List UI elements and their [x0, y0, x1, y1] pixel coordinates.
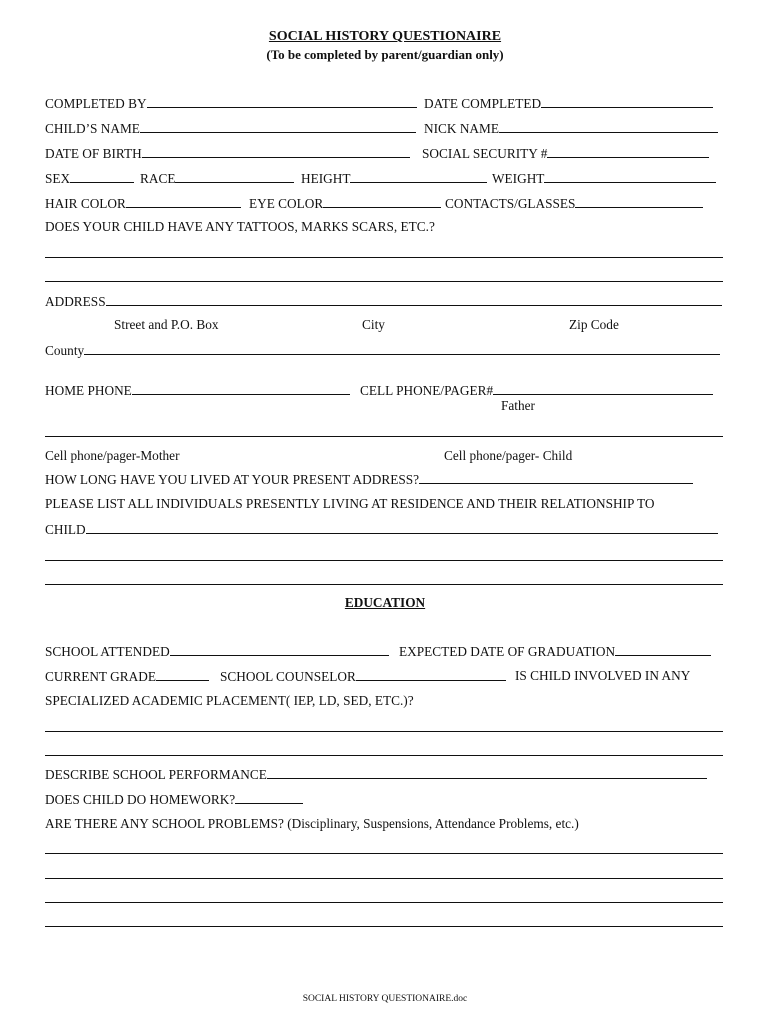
home-phone-field[interactable] [132, 382, 350, 395]
father-caption: Father [501, 398, 535, 413]
row-appearance [45, 195, 725, 213]
phones-line[interactable] [45, 436, 723, 437]
expected-graduation-label: EXPECTED DATE OF GRADUATION [399, 644, 616, 659]
eye-color-label: EYE COLOR [249, 196, 324, 211]
specialized-line-1[interactable] [45, 731, 723, 732]
county-label: County [45, 343, 85, 358]
contacts-glasses-label: CONTACTS/GLASSES [445, 196, 576, 211]
date-of-birth-label: DATE OF BIRTH [45, 146, 142, 161]
height-label: HEIGHT [301, 171, 351, 186]
street-caption: Street and P.O. Box [114, 317, 219, 332]
nick-name-label: NICK NAME [424, 121, 499, 136]
residents-line-2[interactable] [45, 584, 723, 585]
problems-line-1[interactable] [45, 853, 723, 854]
race-field[interactable] [175, 170, 294, 183]
city-caption: City [362, 317, 385, 332]
cell-phone-pager-field[interactable] [493, 382, 713, 395]
child-label: CHILD [45, 522, 86, 537]
date-of-birth-field[interactable] [142, 145, 410, 158]
school-counselor-field[interactable] [356, 668, 506, 681]
expected-graduation-field[interactable] [615, 643, 711, 656]
row-grade [45, 668, 725, 686]
how-long-field[interactable] [419, 471, 693, 484]
completed-by-label: COMPLETED BY [45, 96, 147, 111]
school-attended-label: SCHOOL ATTENDED [45, 644, 170, 659]
school-problems-text: ARE THERE ANY SCHOOL PROBLEMS? (Disciplinary, Suspensions, Attendance Problems, etc.) [45, 816, 579, 831]
footer-filename: SOCIAL HISTORY QUESTIONAIRE.doc [302, 994, 468, 1004]
weight-field[interactable] [544, 170, 716, 183]
problems-line-3[interactable] [45, 902, 723, 903]
row-how-long [45, 471, 725, 489]
cell-mother-caption: Cell phone/pager-Mother [45, 448, 180, 463]
problems-line-4[interactable] [45, 926, 723, 927]
residents-line-1[interactable] [45, 560, 723, 561]
describe-performance-label: DESCRIBE SCHOOL PERFORMANCE [45, 767, 267, 782]
homework-field[interactable] [235, 791, 303, 804]
document-title: SOCIAL HISTORY QUESTIONAIRE [268, 29, 502, 44]
social-security-field[interactable] [547, 145, 709, 158]
row-physical [45, 170, 725, 188]
document-subtitle: (To be completed by parent/guardian only) [266, 47, 504, 62]
school-attended-field[interactable] [170, 643, 389, 656]
row-school [45, 643, 725, 661]
nick-name-field[interactable] [499, 120, 718, 133]
cell-child-caption: Cell phone/pager- Child [444, 448, 573, 463]
row-county [45, 342, 725, 360]
social-security-label: SOCIAL SECURITY # [422, 146, 548, 161]
how-long-label: HOW LONG HAVE YOU LIVED AT YOUR PRESENT ADDRESS? [45, 472, 420, 487]
row-homework [45, 791, 725, 809]
tattoos-question: DOES YOUR CHILD HAVE ANY TATTOOS, MARKS SCARS, ETC.? [45, 219, 435, 234]
cell-phone-pager-label: CELL PHONE/PAGER# [360, 383, 494, 398]
current-grade-field[interactable] [156, 668, 209, 681]
school-counselor-label: SCHOOL COUNSELOR [220, 669, 356, 684]
childs-name-field[interactable] [140, 120, 416, 133]
describe-performance-field[interactable] [267, 766, 707, 779]
sex-field[interactable] [70, 170, 134, 183]
involved-label: IS CHILD INVOLVED IN ANY [515, 668, 691, 683]
problems-line-2[interactable] [45, 878, 723, 879]
row-child [45, 521, 725, 539]
list-individuals-text: PLEASE LIST ALL INDIVIDUALS PRESENTLY LIVING AT RESIDENCE AND THEIR RELATIONSHIP TO [45, 496, 655, 511]
county-field[interactable] [84, 342, 720, 355]
homework-label: DOES CHILD DO HOMEWORK? [45, 792, 236, 807]
childs-name-label: CHILD’S NAME [45, 121, 140, 136]
current-grade-label: CURRENT GRADE [45, 669, 156, 684]
contacts-glasses-field[interactable] [575, 195, 703, 208]
home-phone-label: HOME PHONE [45, 383, 132, 398]
row-phones [45, 382, 725, 400]
child-relationship-field[interactable] [86, 521, 718, 534]
specialized-text: SPECIALIZED ACADEMIC PLACEMENT( IEP, LD, SED, ETC.)? [45, 693, 414, 708]
completed-by-field[interactable] [147, 95, 417, 108]
date-completed-label: DATE COMPLETED [424, 96, 542, 111]
hair-color-label: HAIR COLOR [45, 196, 126, 211]
address-label: ADDRESS [45, 294, 106, 309]
hair-color-field[interactable] [126, 195, 241, 208]
row-dob [45, 145, 725, 163]
row-performance [45, 766, 725, 784]
height-field[interactable] [350, 170, 487, 183]
education-heading: EDUCATION [344, 595, 426, 610]
tattoos-answer-line-1[interactable] [45, 257, 723, 258]
row-name [45, 120, 725, 138]
sex-label: SEX [45, 171, 71, 186]
date-completed-field[interactable] [541, 95, 713, 108]
tattoos-answer-line-2[interactable] [45, 281, 723, 282]
weight-label: WEIGHT [492, 171, 545, 186]
row-completed [45, 95, 725, 113]
specialized-line-2[interactable] [45, 755, 723, 756]
row-address [45, 293, 725, 311]
eye-color-field[interactable] [323, 195, 441, 208]
race-label: RACE [140, 171, 176, 186]
address-field[interactable] [106, 293, 722, 306]
zip-caption: Zip Code [569, 317, 619, 332]
